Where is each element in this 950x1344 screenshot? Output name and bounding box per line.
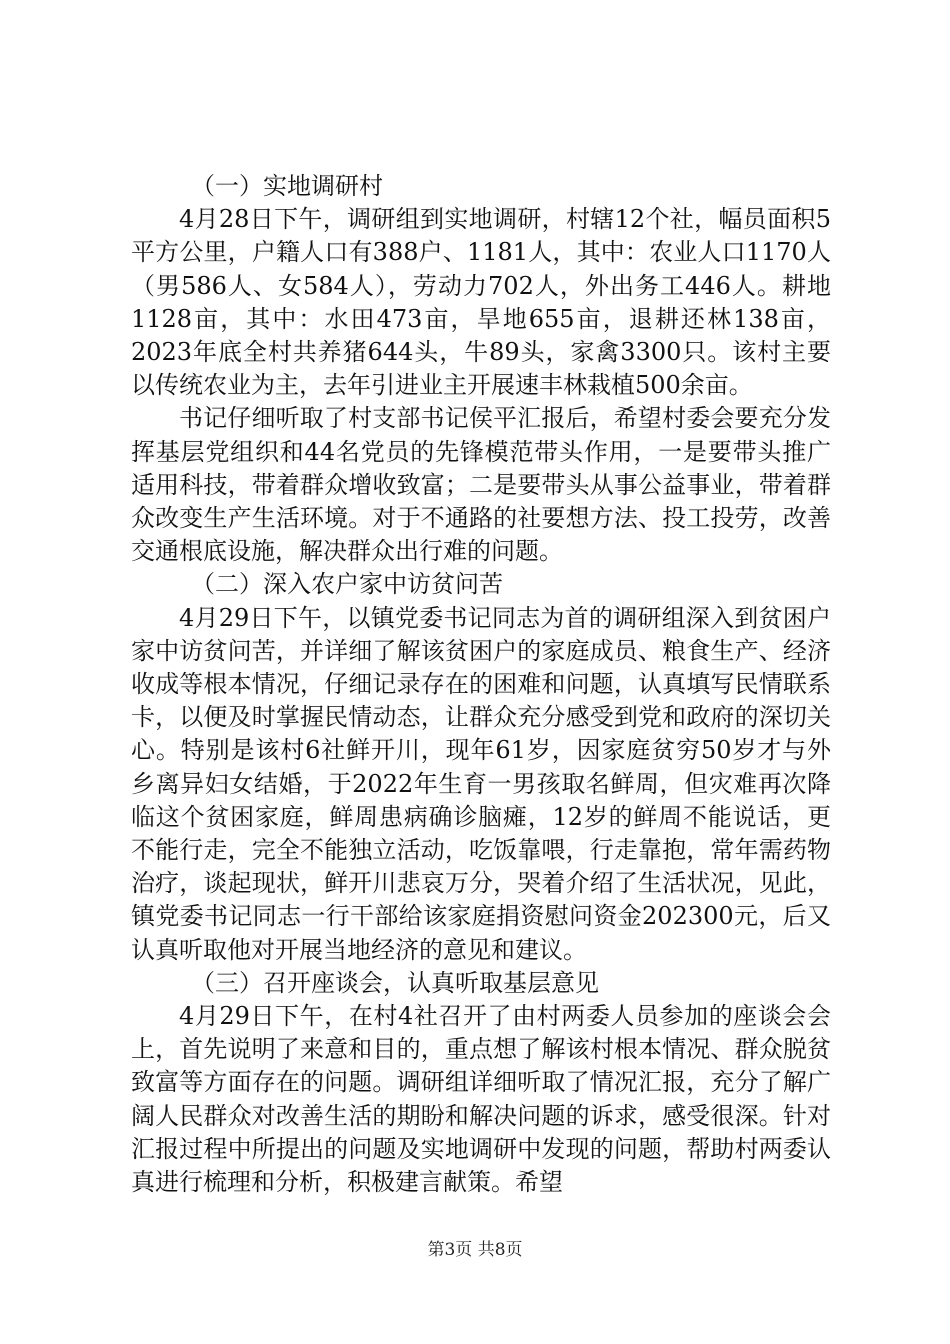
paragraph-secretary-remarks: 书记仔细听取了村支部书记侯平汇报后，希望村委会要充分发挥基层党组织和44名党员的先锋模范带头作用，一是要带头推广适用科技，带着群众增收致富；二是要带头从事公益事业，带着群众改变生产生活环境。对于不通路的社要想方法、投工投劳，改善交通根底设施，解决群众出行难的问题。: [131, 404, 831, 566]
section-heading-1: （一）实地调研村: [191, 172, 383, 200]
document-body: [131, 170, 831, 1199]
page-number-footer: 第3页 共8页: [427, 1240, 523, 1260]
section-heading-3: （三）召开座谈会，认真听取基层意见: [191, 968, 599, 997]
paragraph-survey-overview: 4月28日下午，调研组到实地调研，村辖12个社，幅员面积5平方公里，户籍人口有388户、1181人，其中：农业人口1170人（男586人、女584人），劳动力702人，外出务工446人。耕地1128亩，其中：水田473亩，旱地655亩，退耕还林138亩，2023年底全村共养猪644头，牛89头，家禽3300只。该村主要以传统农业为主，去年引进业主开展速丰林栽植500余亩。: [131, 205, 831, 400]
paragraph-symposium: 4月29日下午，在村4社召开了由村两委人员参加的座谈会会上，首先说明了来意和目的，重点想了解该村根本情况、群众脱贫致富等方面存在的问题。调研组详细听取了情况汇报，充分了解广阔人民群众对改善生活的期盼和解决问题的诉求，感受很深。针对汇报过程中所提出的问题及实地调研中发现的问题，帮助村两委认真进行梳理和分析，积极建言献策。希望: [131, 1002, 831, 1197]
paragraph-household-visit: 4月29日下午，以镇党委书记同志为首的调研组深入到贫困户家中访贫问苦，并详细了解该贫困户的家庭成员、粮食生产、经济收成等根本情况，仔细记录存在的困难和问题，认真填写民情联系卡，以便及时掌握民情动态，让群众充分感受到党和政府的深切关心。特别是该村6社鲜开川，现年61岁，因家庭贫穷50岁才与外乡离异妇女结婚，于2022年生育一男孩取名鲜周，但灾难再次降临这个贫困家庭，鲜周患病确诊脑瘫，12岁的鲜周不能说话，更不能行走，完全不能独立活动，吃饭靠喂，行走靠抱，常年需药物治疗，谈起现状，鲜开川悲哀万分，哭着介绍了生活状况，见此，镇党委书记同志一行干部给该家庭捐资慰问资金202300元，后又认真听取他对开展当地经济的意见和建议。: [131, 603, 831, 964]
section-heading-2: （二）深入农户家中访贫问苦: [191, 570, 503, 599]
